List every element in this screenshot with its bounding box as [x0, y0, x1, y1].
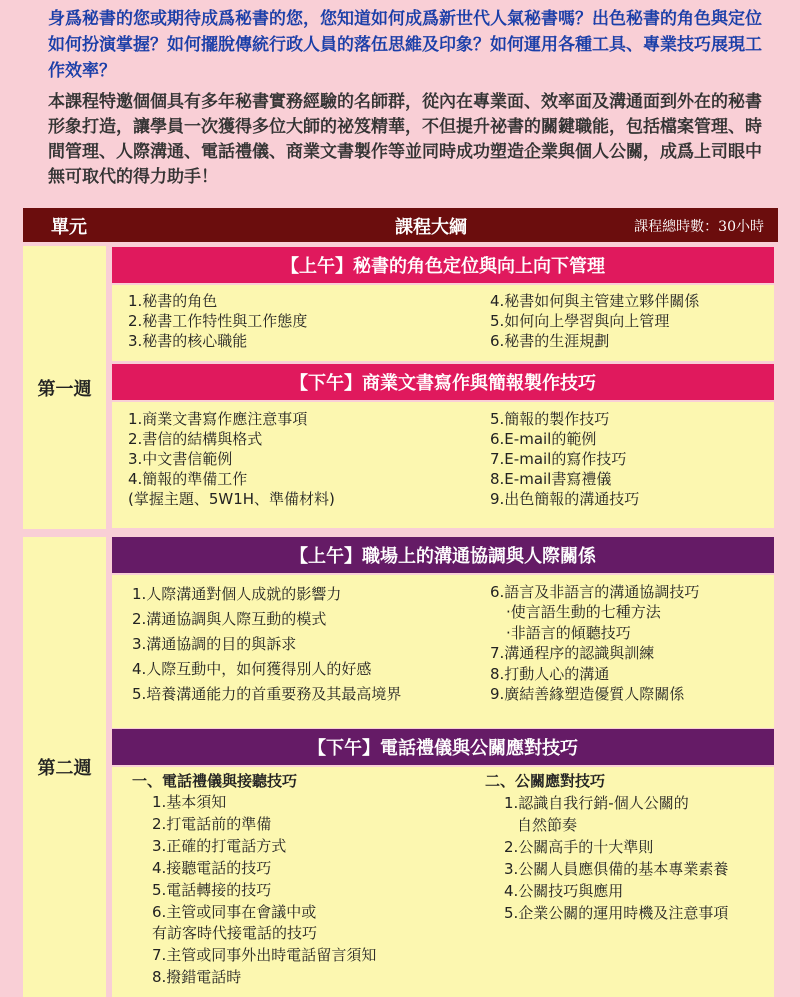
session-content-week2-afternoon [112, 767, 774, 997]
topic-item: 7.溝通程序的認識與訓練 [490, 644, 655, 663]
topic-item: 4.簡報的準備工作 [128, 470, 248, 488]
intro-body-text: 本課程特邀個個具有多年秘書實務經驗的名師群，從內在專業面、效率面及溝通面到外在的秘書形象打造，讓學員一次獲得多位大師的祕笈精華，不但提升祕書的關鍵職能，包括檔案管理、時間管理、人際溝通、電話禮儀、商業文書製作等並同時成功塑造企業與個人公關，成爲上司眼中無可取代的得力助手！ [48, 92, 762, 187]
topic-item: 6.語言及非語言的溝通協調技巧 [490, 583, 700, 601]
topic-list-left [132, 582, 401, 707]
topic-item: 1.商業文書寫作應注意事項 [128, 410, 308, 428]
topic-list-left [128, 291, 307, 351]
topic-list-right [490, 291, 699, 351]
topic-item: 4.接聽電話的技巧 [152, 858, 272, 877]
topic-item: 2.秘書工作特性與工作態度 [128, 312, 308, 330]
topic-item: 7.E-mail的寫作技巧 [490, 450, 627, 468]
topic-item: ‧使言語生動的七種方法 [506, 603, 661, 622]
course-table-header [23, 208, 778, 242]
topic-item: ‧非語言的傾聽技巧 [506, 623, 631, 642]
session-title-week2-morning: 【上午】職場上的溝通協調與人際關係 [112, 537, 774, 573]
session-title-week1-afternoon: 【下午】商業文書寫作與簡報製作技巧 [112, 364, 774, 400]
topic-item: 1.人際溝通對個人成就的影響力 [132, 585, 342, 603]
topic-list-right [490, 409, 639, 509]
topic-item: 5.培養溝通能力的首重要務及其最高境界 [132, 685, 402, 703]
week-label-2: 第二週 [23, 537, 106, 997]
topic-item: 4.人際互動中，如何獲得別人的好感 [132, 660, 372, 678]
session-content-week1-afternoon [112, 402, 774, 528]
topic-item: 7.主管或同事外出時電話留言須知 [152, 946, 377, 965]
topic-item: 5.簡報的製作技巧 [490, 410, 610, 428]
topic-item: 8.打動人心的溝通 [490, 664, 610, 683]
header-total-hours: 課程總時數：30小時 [634, 219, 764, 235]
topic-item: 1.認識自我行銷-個人公關的 [504, 794, 689, 812]
intro-section [48, 6, 778, 190]
topic-item: 2.公關高手的十大準則 [504, 838, 654, 856]
topic-item: 4.秘書如何與主管建立夥伴關係 [490, 292, 700, 310]
subsection-title-phone-etiquette: 一、電話禮儀與接聽技巧 [132, 772, 298, 790]
topic-item: 5.如何向上學習與向上管理 [490, 312, 670, 330]
topic-item: 2.打電話前的準備 [152, 814, 272, 833]
topic-list-right [490, 582, 699, 704]
topic-item: 3.公關人員應俱備的基本專業素養 [504, 860, 729, 878]
session-content-week1-morning [112, 285, 774, 361]
topic-item: 6.秘書的生涯規劃 [490, 332, 610, 350]
topic-item: 6.主管或同事在會議中或 [152, 902, 317, 921]
topic-item: 自然節奏 [517, 816, 578, 834]
topic-list-left [128, 409, 335, 509]
header-unit: 單元 [51, 217, 87, 238]
topic-item: 5.電話轉接的技巧 [152, 880, 272, 899]
topic-item: 3.中文書信範例 [128, 450, 233, 468]
topic-item: 2.書信的結構與格式 [128, 430, 263, 448]
topic-item: (掌握主題、5W1H、準備材料) [128, 490, 335, 508]
topic-item: 3.秘書的核心職能 [128, 332, 248, 350]
week-label-1: 第一週 [23, 246, 106, 529]
header-outline: 課程大綱 [395, 217, 467, 238]
topic-item: 9.出色簡報的溝通技巧 [490, 490, 640, 508]
topic-item: 3.溝通協調的目的與訴求 [132, 635, 297, 653]
topic-item: 2.溝通協調與人際互動的模式 [132, 610, 327, 628]
intro-highlight-text: 身爲秘書的您或期待成爲秘書的您，您知道如何成爲新世代人氣秘書嗎？出色秘書的角色與定位如何扮演掌握？如何擺脫傳統行政人員的落伍思維及印象？如何運用各種工具、專業技巧展現工作效率？ [48, 9, 762, 81]
topic-item: 8.E-mail書寫禮儀 [490, 470, 612, 488]
topic-item: 1.基本須知 [152, 793, 227, 811]
session-title-week1-morning: 【上午】秘書的角色定位與向上向下管理 [112, 247, 774, 283]
subsection-title-public-relations: 二、公關應對技巧 [485, 772, 606, 790]
topic-item: 有訪客時代接電話的技巧 [152, 924, 318, 943]
topic-list-right [504, 792, 728, 924]
topic-item: 9.廣結善緣塑造優質人際關係 [490, 685, 685, 704]
topic-item: 3.正確的打電話方式 [152, 836, 287, 855]
topic-list-left [152, 792, 376, 989]
session-title-week2-afternoon: 【下午】電話禮儀與公關應對技巧 [112, 729, 774, 765]
topic-item: 4.公關技巧與應用 [504, 882, 624, 900]
session-content-week2-morning [112, 575, 774, 728]
topic-item: 6.E-mail的範例 [490, 430, 597, 448]
topic-item: 5.企業公關的運用時機及注意事項 [504, 904, 729, 922]
topic-item: 1.秘書的角色 [128, 292, 218, 310]
topic-item: 8.撥錯電話時 [152, 968, 242, 987]
